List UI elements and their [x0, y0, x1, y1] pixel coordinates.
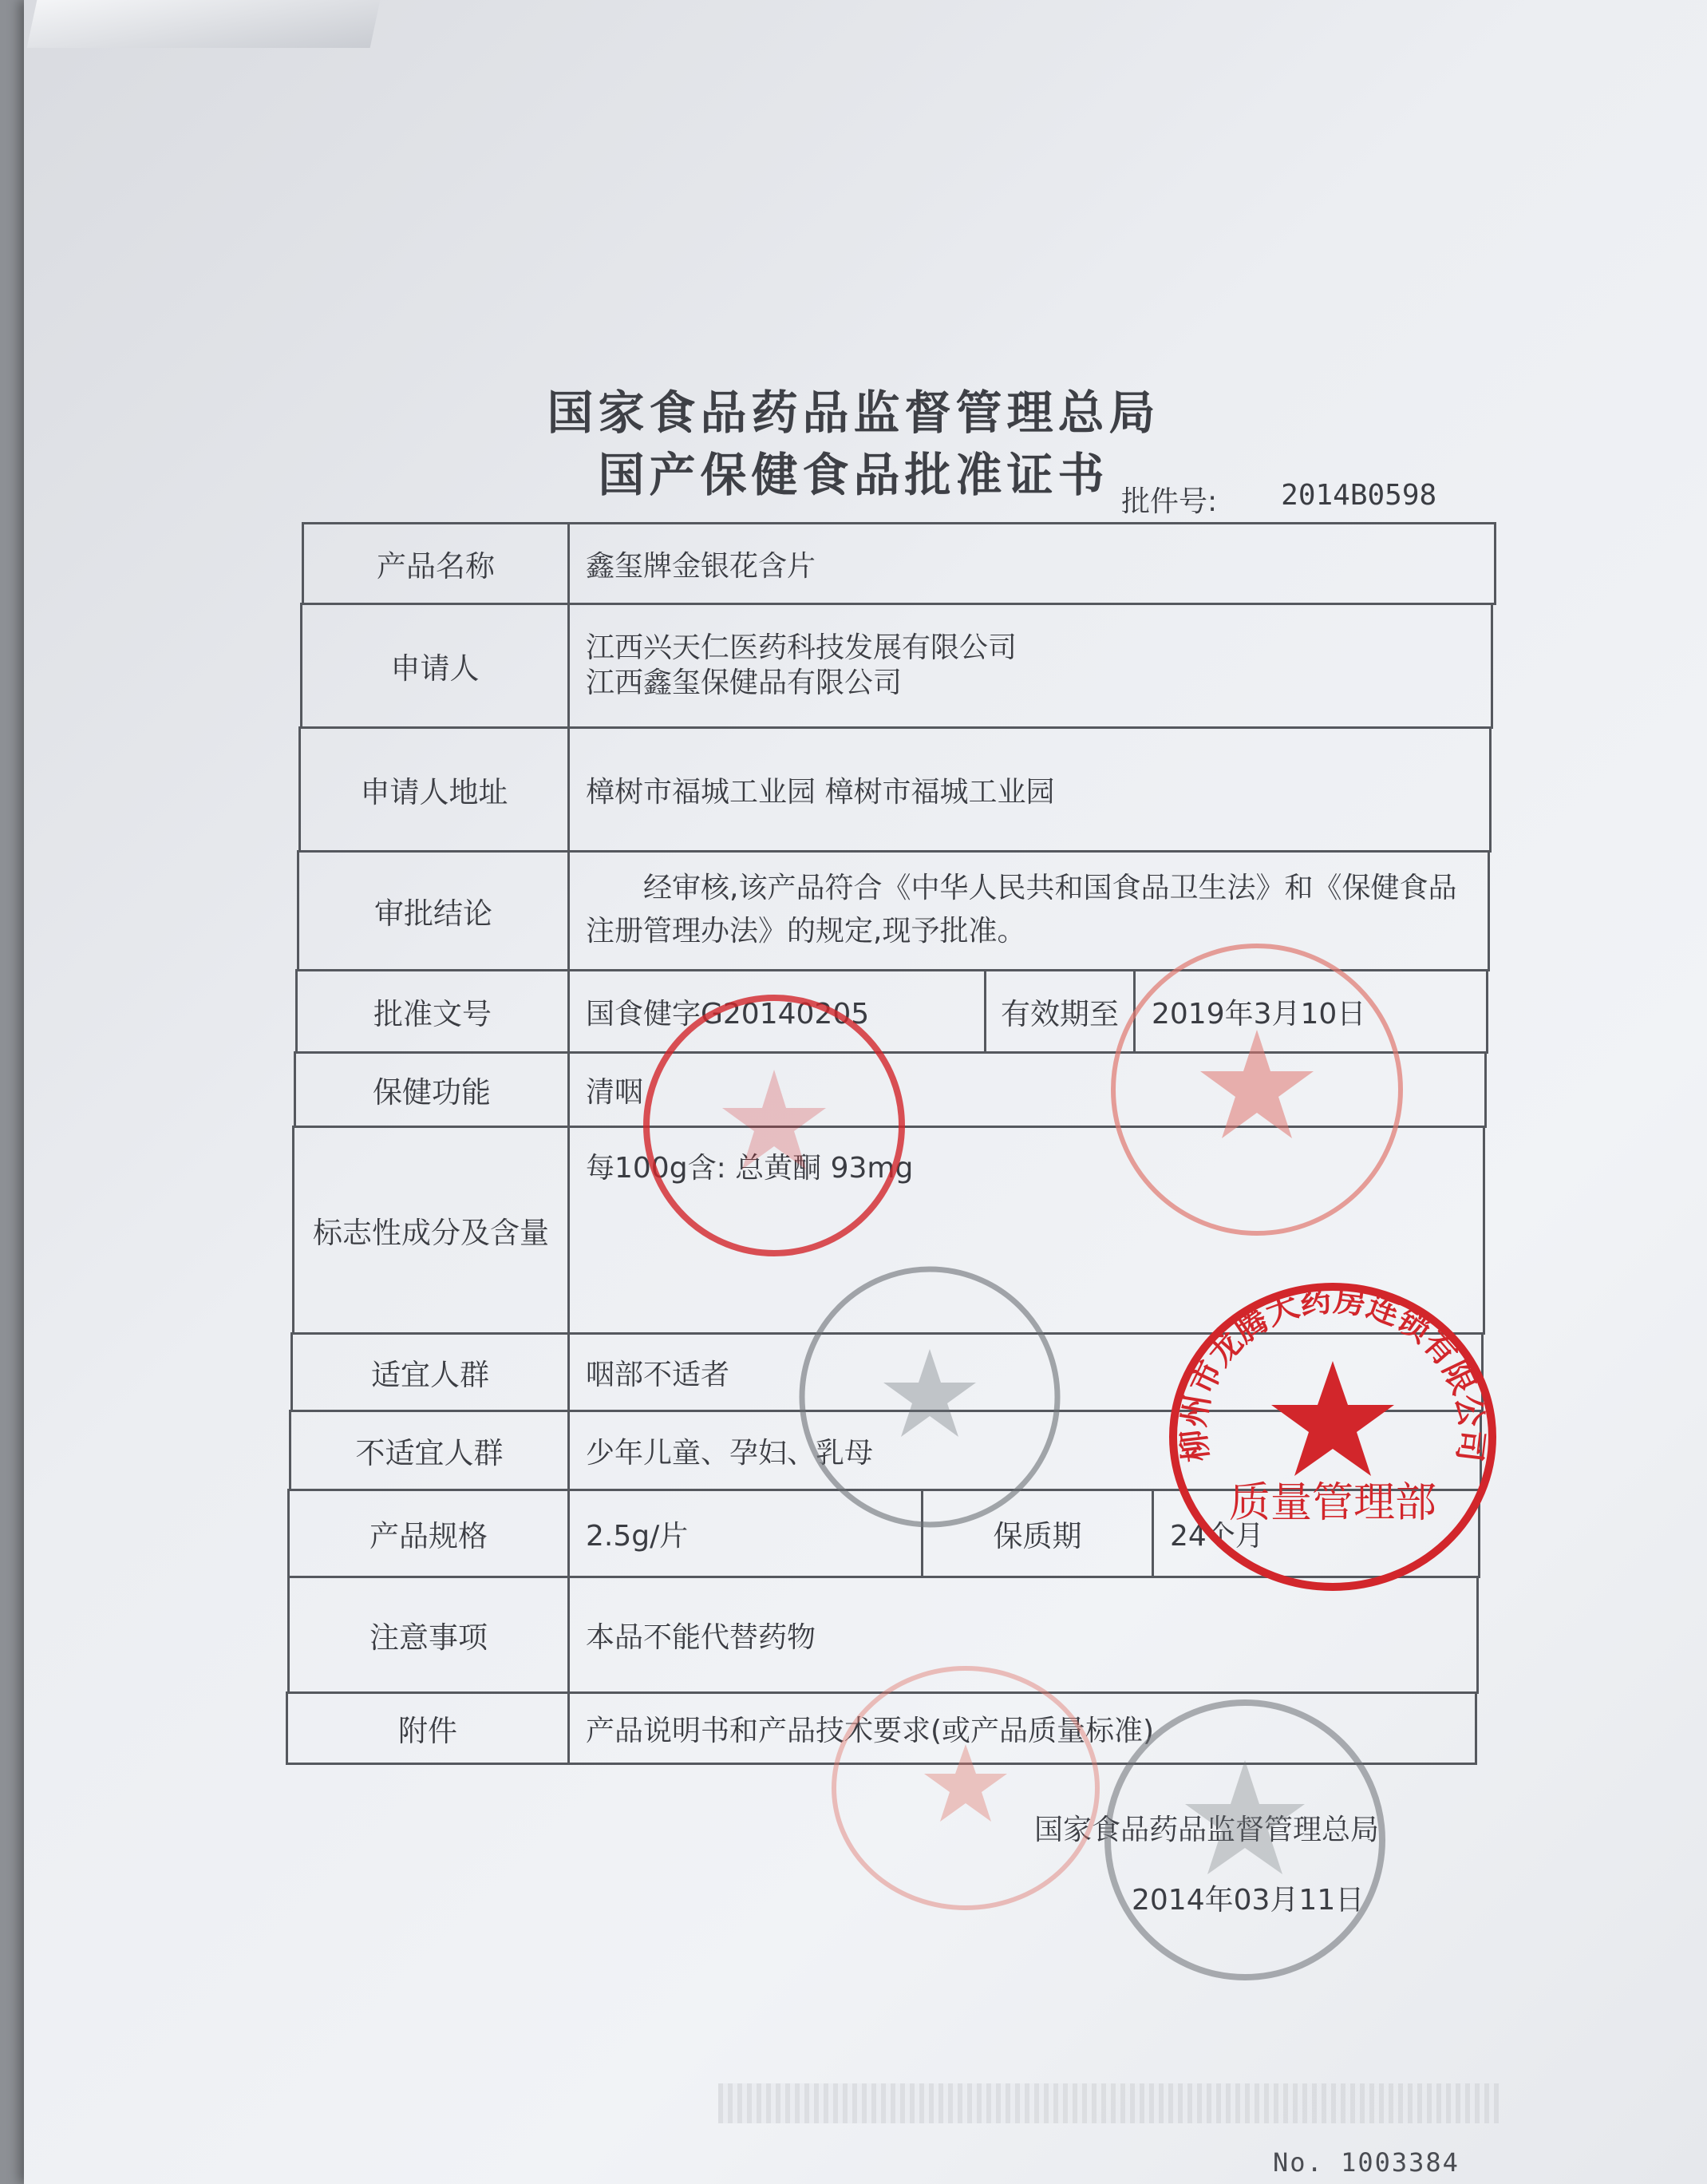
batch-number: 2014B0598 [1281, 479, 1437, 512]
value-attachment: 产品说明书和产品技术要求(或产品质量标准) [567, 1691, 1477, 1765]
label-notes: 注意事项 [287, 1576, 570, 1694]
label-suitable: 适宜人群 [290, 1332, 570, 1412]
value-shelf-life: 24个月 [1152, 1489, 1480, 1578]
label-spec: 产品规格 [287, 1489, 570, 1578]
value-applicant [567, 603, 1493, 729]
batch-number-line [1121, 479, 1436, 520]
label-product-name: 产品名称 [302, 522, 570, 605]
label-ingredients: 标志性成分及含量 [292, 1126, 570, 1335]
label-applicant: 申请人 [300, 603, 570, 729]
label-address: 申请人地址 [298, 726, 570, 853]
applicant-2: 江西鑫玺保健品有限公司 [586, 667, 903, 699]
value-ingredients: 每100g含: 总黄酮 93mg [567, 1126, 1485, 1335]
value-function: 清咽 [567, 1051, 1487, 1128]
pharmacy-stamp-text: 柳州市龙腾大药房连锁有限公司 [1174, 1280, 1492, 1464]
value-suitable: 咽部不适者 [567, 1332, 1484, 1412]
applicant-1: 江西兴天仁医药科技发展有限公司 [586, 631, 1017, 664]
label-conclusion: 审批结论 [297, 850, 570, 971]
serial-number: No. 1003384 [1273, 2147, 1460, 2178]
footer-authority: 国家食品药品监督管理总局 [1034, 1814, 1380, 1846]
value-notes: 本品不能代替药物 [567, 1576, 1479, 1694]
label-approval-no: 批准文号 [295, 969, 570, 1054]
pharmacy-dept-text: 质量管理部 [1228, 1479, 1437, 1527]
faded-bottom-seal-stamp [814, 1652, 1117, 1924]
footer-date: 2014年03月11日 [1132, 1884, 1365, 1917]
value-validity: 2019年3月10日 [1133, 969, 1488, 1054]
certificate-title: 国产保健食品批准证书 [598, 448, 1109, 502]
faded-red-seal-stamp [1101, 934, 1413, 1245]
value-product-name: 鑫玺牌金银花含片 [567, 522, 1496, 605]
value-address: 樟树市福城工业园 樟树市福城工业园 [567, 726, 1492, 853]
label-attachment: 附件 [286, 1691, 570, 1765]
conclusion-text: 经审核,该产品符合《中华人民共和国食品卫生法》和《保健食品注册管理办法》的规定,现予批准。 [586, 872, 1457, 948]
label-function: 保健功能 [294, 1051, 570, 1128]
label-shelf-life: 保质期 [921, 1489, 1154, 1578]
issuer-title: 国家食品药品监督管理总局 [547, 386, 1160, 440]
label-unsuitable: 不适宜人群 [289, 1410, 570, 1491]
security-band [718, 2083, 1500, 2123]
authority-official-seal-stamp [1089, 1688, 1401, 1992]
label-validity: 有效期至 [984, 969, 1136, 1054]
pharmacy-quality-dept-stamp [1161, 1277, 1504, 1596]
value-unsuitable: 少年儿童、孕妇、乳母 [567, 1410, 1482, 1491]
red-company-seal-stamp [614, 966, 934, 1285]
value-spec: 2.5g/片 [567, 1489, 923, 1578]
folded-corner [27, 0, 381, 48]
grey-seal-stamp [786, 1253, 1073, 1541]
batch-label: 批件号: [1121, 485, 1218, 518]
value-approval-no: 国食健字G20140205 [567, 969, 986, 1054]
